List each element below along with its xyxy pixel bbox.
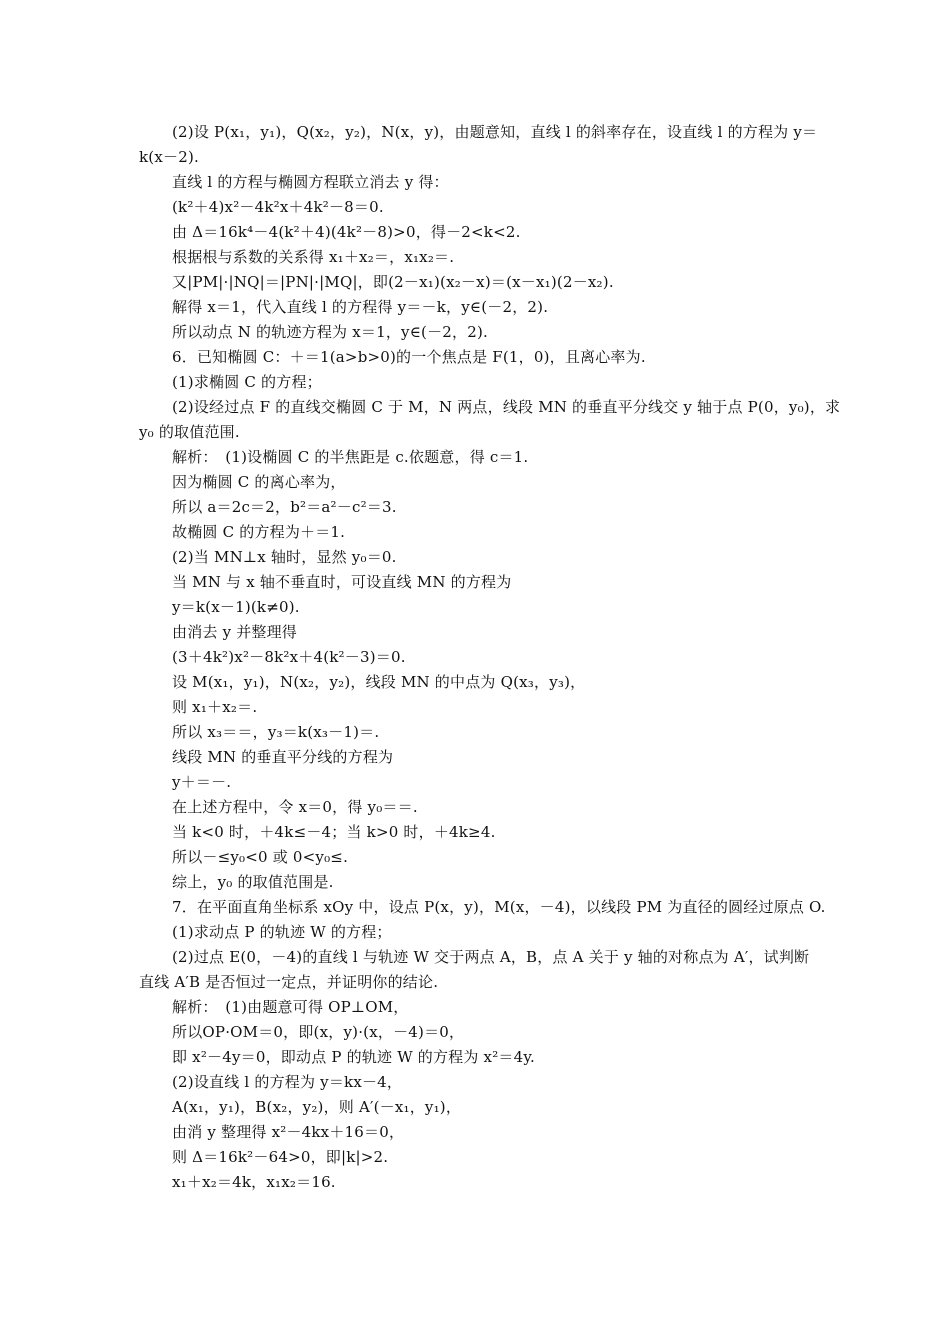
text-line: 故椭圆 C 的方程为＋＝1. xyxy=(172,523,346,541)
text-line: 所以 a＝2c＝2，b²＝a²－c²＝3. xyxy=(172,498,397,516)
text-line: y＝k(x－1)(k≠0). xyxy=(172,598,300,616)
text-line: 则 x₁＋x₂＝. xyxy=(172,698,258,716)
text-line: 直线 l 的方程与椭圆方程联立消去 y 得： xyxy=(172,173,449,191)
text-line: 直线 A′B 是否恒过一定点，并证明你的结论. xyxy=(139,973,439,991)
text-line: (2)当 MN⊥x 轴时，显然 y₀＝0. xyxy=(172,548,397,566)
text-line: A(x₁，y₁)，B(x₂，y₂)，则 A′(－x₁，y₁)， xyxy=(172,1098,462,1116)
text-line: 当 MN 与 x 轴不垂直时，可设直线 MN 的方程为 xyxy=(172,573,512,591)
text-line: 则 Δ＝16k²－64>0，即|k|>2. xyxy=(172,1148,389,1166)
text-line: 因为椭圆 C 的离心率为， xyxy=(172,473,346,491)
text-line: 所以 x₃＝＝，y₃＝k(x₃－1)＝. xyxy=(172,723,380,741)
text-line: 由 Δ＝16k⁴－4(k²＋4)(4k²－8)>0，得－2<k<2. xyxy=(172,223,521,241)
text-line: (2)过点 E(0，－4)的直线 l 与轨迹 W 交于两点 A，B，点 A 关于 y 轴的对称点为 A′，试判断 xyxy=(172,948,810,966)
text-line: 解析： (1)设椭圆 C 的半焦距是 c.依题意，得 c＝1. xyxy=(172,448,529,466)
text-line: 由消去 y 并整理得 xyxy=(172,623,298,641)
text-line: 当 k<0 时，＋4k≤－4；当 k>0 时，＋4k≥4. xyxy=(172,823,496,841)
text-line: 即 x²－4y＝0，即动点 P 的轨迹 W 的方程为 x²＝4y. xyxy=(172,1048,536,1066)
text-line: (2)设经过点 F 的直线交椭圆 C 于 M，N 两点，线段 MN 的垂直平分线交 y 轴于点 P(0，y₀)，求 xyxy=(172,398,841,416)
text-line: (2)设直线 l 的方程为 y＝kx－4， xyxy=(172,1073,403,1091)
text-line: 又|PM|·|NQ|＝|PN|·|MQ|，即(2－x₁)(x₂－x)＝(x－x₁)(2－x₂). xyxy=(172,273,614,291)
text-line: 所以OP·OM＝0，即(x，y)·(x，－4)＝0， xyxy=(172,1023,465,1041)
text-line: (3＋4k²)x²－8k²x＋4(k²－3)＝0. xyxy=(172,648,406,666)
text-line: y＋＝－. xyxy=(172,773,232,791)
text-line: (1)求动点 P 的轨迹 W 的方程； xyxy=(172,923,392,941)
text-line: 综上，y₀ 的取值范围是. xyxy=(172,873,334,891)
text-line: 在上述方程中，令 x＝0，得 y₀＝＝. xyxy=(172,798,418,816)
text-line: (1)求椭圆 C 的方程； xyxy=(172,373,322,391)
text-line: 解得 x＝1，代入直线 l 的方程得 y＝－k，y∈(－2，2). xyxy=(172,298,549,316)
text-line: y₀ 的取值范围. xyxy=(139,423,240,441)
text-line: 线段 MN 的垂直平分线的方程为 xyxy=(172,748,394,766)
text-line: 6．已知椭圆 C：＋＝1(a>b>0)的一个焦点是 F(1，0)，且离心率为. xyxy=(172,348,646,366)
text-line: 由消 y 整理得 x²－4kx＋16＝0， xyxy=(172,1123,405,1141)
text-line: 设 M(x₁，y₁)，N(x₂，y₂)，线段 MN 的中点为 Q(x₃，y₃)， xyxy=(172,673,586,691)
text-line: (k²＋4)x²－4k²x＋4k²－8＝0. xyxy=(172,198,384,216)
text-line: 所以动点 N 的轨迹方程为 x＝1，y∈(－2，2). xyxy=(172,323,488,341)
text-line: 7．在平面直角坐标系 xOy 中，设点 P(x，y)，M(x，－4)，以线段 PM 为直径的圆经过原点 O. xyxy=(172,898,826,916)
text-line: 解析： (1)由题意可得 OP⊥OM， xyxy=(172,998,409,1016)
text-line: k(x－2). xyxy=(139,148,199,166)
text-line: 所以－≤y₀<0 或 0<y₀≤. xyxy=(172,848,349,866)
text-line: (2)设 P(x₁，y₁)，Q(x₂，y₂)，N(x，y)，由题意知，直线 l 的斜率存在，设直线 l 的方程为 y＝ xyxy=(172,123,818,141)
text-line: 根据根与系数的关系得 x₁＋x₂＝，x₁x₂＝. xyxy=(172,248,455,266)
text-line: x₁＋x₂＝4k，x₁x₂＝16. xyxy=(172,1173,336,1191)
